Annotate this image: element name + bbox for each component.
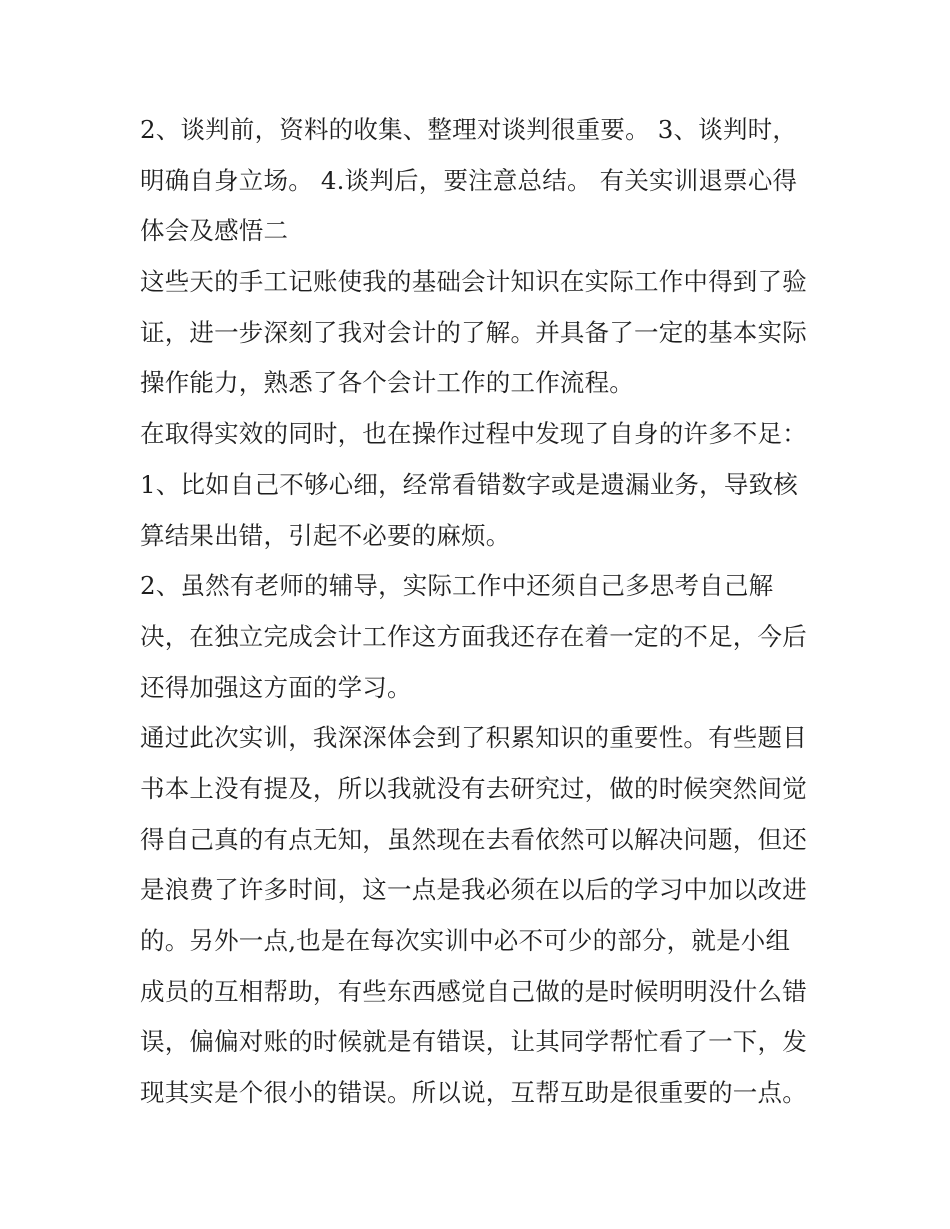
text-line: 的。另外一点,也是在每次实训中必不可少的部分，就是小组 bbox=[140, 926, 791, 955]
text-line: 证，进一步深刻了我对会计的了解。并具备了一定的基本实际 bbox=[140, 317, 807, 347]
text-line: 成员的互相帮助，有些东西感觉自己做的是时候明明没什么错 bbox=[140, 976, 807, 1006]
text-line: 通过此次实训，我深深体会到了积累知识的重要性。有些题目 bbox=[140, 723, 807, 753]
text-line: 这些天的手工记账使我的基础会计知识在实际工作中得到了验 bbox=[140, 267, 807, 297]
text-line: 体会及感悟二 bbox=[140, 216, 289, 246]
text-line: 在取得实效的同时，也在操作过程中发现了自身的许多不足： bbox=[140, 419, 807, 449]
text-line: 决，在独立完成会计工作这方面我还存在着一定的不足，今后 bbox=[140, 621, 807, 651]
text-line: 误，偏偏对账的时候就是有错误，让其同学帮忙看了一下，发 bbox=[140, 1027, 807, 1057]
text-line: 现其实是个很小的错误。所以说，互帮互助是很重要的一点。 bbox=[140, 1078, 807, 1108]
text-line: 算结果出错，引起不必要的麻烦。 bbox=[140, 520, 511, 550]
text-line: 是浪费了许多时间，这一点是我必须在以后的学习中加以改进 bbox=[140, 875, 807, 905]
text-line: 2、谈判前，资料的收集、整理对谈判很重要。 3、谈判时， bbox=[140, 115, 798, 144]
text-line: 操作能力，熟悉了各个会计工作的工作流程。 bbox=[140, 368, 634, 398]
text-line: 明确自身立场。 4.谈判后，要注意总结。 有关实训退票心得 bbox=[140, 165, 798, 195]
document-body bbox=[140, 105, 820, 1119]
text-line: 1、比如自己不够心细，经常看错数字或是遗漏业务，导致核 bbox=[140, 469, 798, 499]
text-line: 2、虽然有老师的辅导，实际工作中还须自己多思考自己解 bbox=[140, 571, 774, 601]
text-line: 书本上没有提及，所以我就没有去研究过，做的时候突然间觉 bbox=[140, 773, 807, 803]
text-line: 还得加强这方面的学习。 bbox=[140, 672, 412, 702]
text-line: 得自己真的有点无知，虽然现在去看依然可以解决问题，但还 bbox=[140, 824, 807, 854]
